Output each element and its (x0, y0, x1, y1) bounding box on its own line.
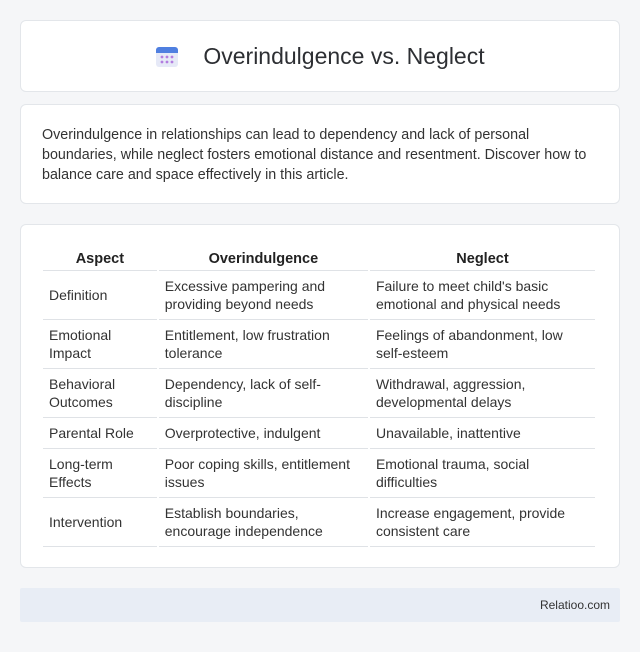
footer-brand: Relatioo.com (539, 598, 610, 612)
row-aspect: Long-term Effects (43, 449, 157, 498)
intro-card (20, 104, 620, 204)
table-row (43, 498, 595, 547)
table-row (43, 320, 595, 369)
comparison-table (41, 247, 597, 547)
row-overindulgence: Entitlement, low frustration tolerance (159, 320, 368, 369)
table-row (43, 271, 595, 320)
table-row (43, 449, 595, 498)
comparison-card (20, 224, 620, 568)
row-overindulgence: Overprotective, indulgent (159, 418, 368, 449)
row-overindulgence: Establish boundaries, encourage independence (159, 498, 368, 547)
table-row (43, 418, 595, 449)
row-neglect: Unavailable, inattentive (370, 418, 595, 449)
row-overindulgence: Dependency, lack of self-discipline (159, 369, 368, 418)
row-neglect: Withdrawal, aggression, developmental delays (370, 369, 595, 418)
row-aspect: Emotional Impact (43, 320, 157, 369)
table-header-row (43, 247, 595, 271)
column-header-aspect: Aspect (43, 247, 157, 271)
table-row (43, 369, 595, 418)
row-overindulgence: Poor coping skills, entitlement issues (159, 449, 368, 498)
row-neglect: Increase engagement, provide consistent care (370, 498, 595, 547)
row-neglect: Failure to meet child's basic emotional and physical needs (370, 271, 595, 320)
row-aspect: Behavioral Outcomes (43, 369, 157, 418)
column-header-neglect: Neglect (370, 247, 595, 271)
column-header-overindulgence: Overindulgence (159, 247, 368, 271)
intro-text: Overindulgence in relationships can lead to dependency and lack of personal boundaries, while neglect fosters emotional distance and resentment. Discover how to balance care and space effectively in this article. (42, 127, 587, 183)
footer (20, 588, 620, 622)
title-card (20, 20, 620, 92)
row-overindulgence: Excessive pampering and providing beyond needs (159, 271, 368, 320)
row-aspect: Definition (43, 271, 157, 320)
row-neglect: Feelings of abandonment, low self-esteem (370, 320, 595, 369)
row-neglect: Emotional trauma, social difficulties (370, 449, 595, 498)
row-aspect: Intervention (43, 498, 157, 547)
calendar-icon (155, 44, 179, 68)
row-aspect: Parental Role (43, 418, 157, 449)
page-title: Overindulgence vs. Neglect (203, 42, 485, 69)
